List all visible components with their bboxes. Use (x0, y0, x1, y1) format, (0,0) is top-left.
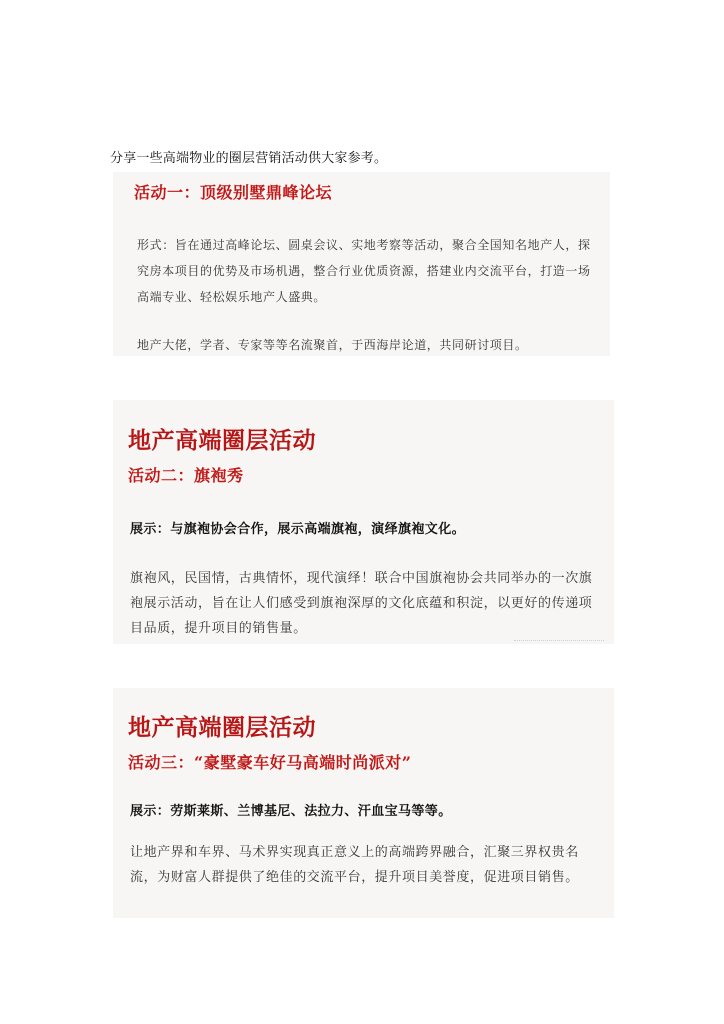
activity-3-heading: 地产高端圈层活动 (128, 714, 316, 741)
activity-2-title: 活动二：旗袍秀 (128, 466, 244, 485)
activity-2-show: 展示：与旗袍协会合作，展示高端旗袍，演绎旗袍文化。 (130, 522, 466, 537)
activity-1-title: 活动一：顶级别墅鼎峰论坛 (134, 183, 333, 202)
activity-card-2 (113, 400, 614, 644)
activity-card-1 (113, 172, 610, 356)
divider (514, 639, 604, 641)
activity-1-note: 地产大佬，学者、专家等等名流聚首，于西海岸论道，共同研讨项目。 (137, 338, 528, 352)
activity-3-show: 展示：劳斯莱斯、兰博基尼、法拉力、汗血宝马等等。 (130, 804, 452, 819)
activity-1-description: 形式：旨在通过高峰论坛、圆桌会议、实地考察等活动，聚合全国知名地产人，探究房本项目的优势及市场机遇，整合行业优质资源，搭建业内交流平台，打造一场高端专业、轻松娱乐地产人盛典。 (137, 238, 591, 304)
activity-2-heading: 地产高端圈层活动 (128, 427, 316, 454)
activity-3-description: 让地产界和车界、马术界实现真正意义上的高端跨界融合，汇聚三界权贵名流，为财富人群提供了绝佳的交流平台，提升项目美誉度，促进项目销售。 (130, 845, 579, 885)
activity-card-3 (113, 688, 614, 918)
activity-2-description: 旗袍风，民国情，古典情怀，现代演绎！联合中国旗袍协会共同举办的一次旗袍展示活动，旨在让人们感受到旗袍深厚的文化底蕴和积淀，以更好的传递项目品质，提升项目的销售量。 (130, 571, 593, 636)
activity-3-title: 活动三：“豪墅豪车好马高端时尚派对” (128, 753, 412, 772)
intro-text: 分享一些高端物业的圈层营销活动供大家参考。 (110, 151, 388, 166)
